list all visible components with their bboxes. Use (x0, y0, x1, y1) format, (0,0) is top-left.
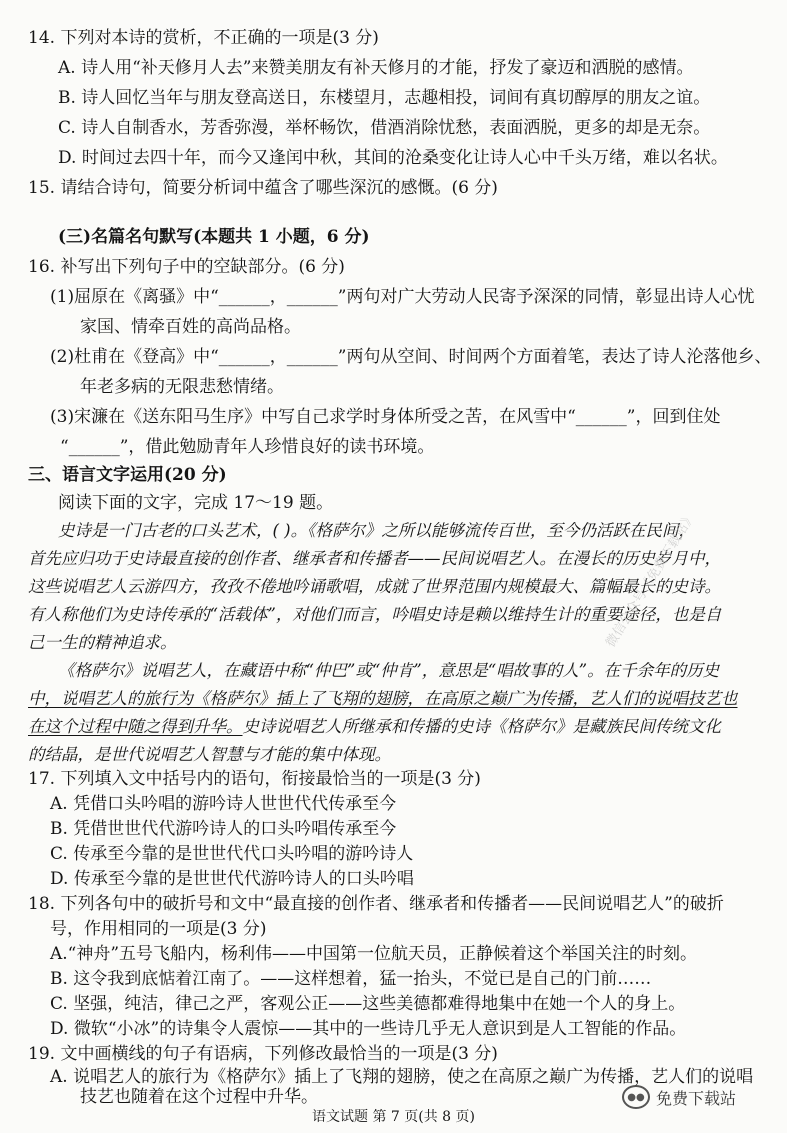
page-footer: 语文试题 第 7 页(共 8 页) (312, 1109, 475, 1125)
q19-option-a: A. 说唱艺人的旅行为《格萨尔》插上了飞翔的翅膀，使之在高原之巅广为传播，艺人们的说唱 (50, 1067, 754, 1087)
q16-item-3: (3)宋濂在《送东阳马生序》中写自己求学时身体所受之苦，在风雪中“______”，回到住处 (50, 407, 721, 427)
q17-option-d: D. 传承至今靠的是世世代代游吟诗人的口头吟唱 (50, 869, 414, 889)
q14-option-a: A. 诗人用“补天修月人去”来赞美朋友有补天修月的才能，抒发了豪迈和洒脱的感情。 (58, 58, 694, 78)
q14-option-c: C. 诗人自制香水，芳香弥漫，举杯畅饮，借酒消除忧愁，表面洒脱，更多的却是无奈。 (58, 118, 711, 138)
passage-line: 首先应归功于史诗最直接的创作者、继承者和传播者——民间说唱艺人。在漫长的历史岁月中， (28, 549, 721, 568)
q17-stem: 17. 下列填入文中括号内的语句，衔接最恰当的一项是(3 分) (28, 769, 481, 789)
q16-item-2-cont: 年老多病的无限悲愁情绪。 (80, 377, 284, 397)
q18-stem: 18. 下列各句中的破折号和文中“最直接的创作者、继承者和传播者——民间说唱艺人”的破折 (28, 894, 724, 914)
passage-underlined-tail: 在这个过程中随之得到升华。 (28, 717, 243, 736)
wechat-logo-text: 免费下载站 (656, 1088, 737, 1108)
q14-stem: 14. 下列对本诗的赏析，不正确的一项是(3 分) (28, 28, 379, 48)
q16-item-1-cont: 家国、情牵百姓的高尚品格。 (80, 317, 301, 337)
q14-option-d: D. 时间过去四十年，而今又逢闰中秋，其间的沧桑变化让诗人心中千头万绪，难以名状。 (58, 148, 728, 168)
section-heading: (三)名篇名句默写(本题共 1 小题，6 分) (58, 227, 370, 247)
passage-text: 史诗说唱艺人所继承和传播的史诗《格萨尔》是藏族民间传统文化 (242, 717, 721, 736)
q18-option-d: D. 微软“小冰”的诗集令人震惊——其中的一些诗几乎无人意识到是人工智能的作品。 (50, 1019, 687, 1039)
watermark-text: 微信公众号《免费下载站》 (603, 509, 699, 651)
q16-item-1: (1)屈原在《离骚》中“______，______”两句对广大劳动人民寄予深深的同情，彰显出诗人心忧 (50, 287, 755, 307)
q19-stem: 19. 文中画横线的句子有语病，下列修改最恰当的一项是(3 分) (28, 1044, 498, 1064)
passage-line: 的结晶，是世代说唱艺人智慧与才能的集中体现。 (28, 745, 391, 764)
reading-intro: 阅读下面的文字，完成 17～19 题。 (58, 493, 334, 513)
q17-option-a: A. 凭借口头吟唱的游吟诗人世世代代传承至今 (50, 794, 397, 814)
q17-option-c: C. 传承至今靠的是世世代代口头吟唱的游吟诗人 (50, 844, 414, 864)
part-heading: 三、语言文字运用(20 分) (28, 465, 227, 485)
passage-line: 史诗是一门古老的口头艺术，( )。《格萨尔》之所以能够流传百世，至今仍活跃在民间， (58, 521, 695, 540)
passage-underlined-line: 中，说唱艺人的旅行为《格萨尔》插上了飞翔的翅膀，在高原之巅广为传播，艺人们的说唱技艺也 (28, 689, 738, 708)
q14-option-b: B. 诗人回忆当年与朋友登高送日，东楼望月，志趣相投，词间有真切醇厚的朋友之谊。 (58, 88, 711, 108)
passage-line-mixed (28, 716, 721, 738)
q18-stem-cont: 号，作用相同的一项是(3 分) (50, 919, 267, 939)
passage-line: 己一生的精神追求。 (28, 633, 177, 652)
wechat-icon: ●● (622, 1085, 650, 1109)
q15-stem: 15. 请结合诗句，简要分析词中蕴含了哪些深沉的感慨。(6 分) (28, 178, 498, 198)
q19-option-a-cont: 技艺也随着在这个过程中升华。 (80, 1087, 318, 1107)
q16-item-3-cont: “______”，借此勉励青年人珍惜良好的读书环境。 (60, 437, 435, 457)
q18-option-b: B. 这令我到底惦着江南了。——这样想着，猛一抬头，不觉已是自己的门前…… (50, 969, 652, 989)
q18-option-c: C. 坚强，纯洁，律己之严，客观公正——这些美德都难得地集中在她一个人的身上。 (50, 994, 686, 1014)
q18-option-a: A.“神舟”五号飞船内，杨利伟——中国第一位航天员，正静候着这个举国关注的时刻。 (50, 944, 698, 964)
q17-option-b: B. 凭借世世代代游吟诗人的口头吟唱传承至今 (50, 819, 397, 839)
passage-line: 这些说唱艺人云游四方，孜孜不倦地吟诵歌唱，成就了世界范围内规模最大、篇幅最长的史诗。 (28, 577, 721, 596)
q16-item-2: (2)杜甫在《登高》中“______，______”两句从空间、时间两个方面着笔，表达了诗人沦落他乡、 (50, 347, 772, 367)
q16-stem: 16. 补写出下列句子中的空缺部分。(6 分) (28, 257, 345, 277)
passage-line: 有人称他们为史诗传承的“活载体”，对他们而言，吟唱史诗是赖以维持生计的重要途径，也是自 (28, 605, 722, 624)
passage-line: 《格萨尔》说唱艺人，在藏语中称“仲巴”或“仲肯”，意思是“唱故事的人”。在千余年的历史 (58, 661, 720, 680)
